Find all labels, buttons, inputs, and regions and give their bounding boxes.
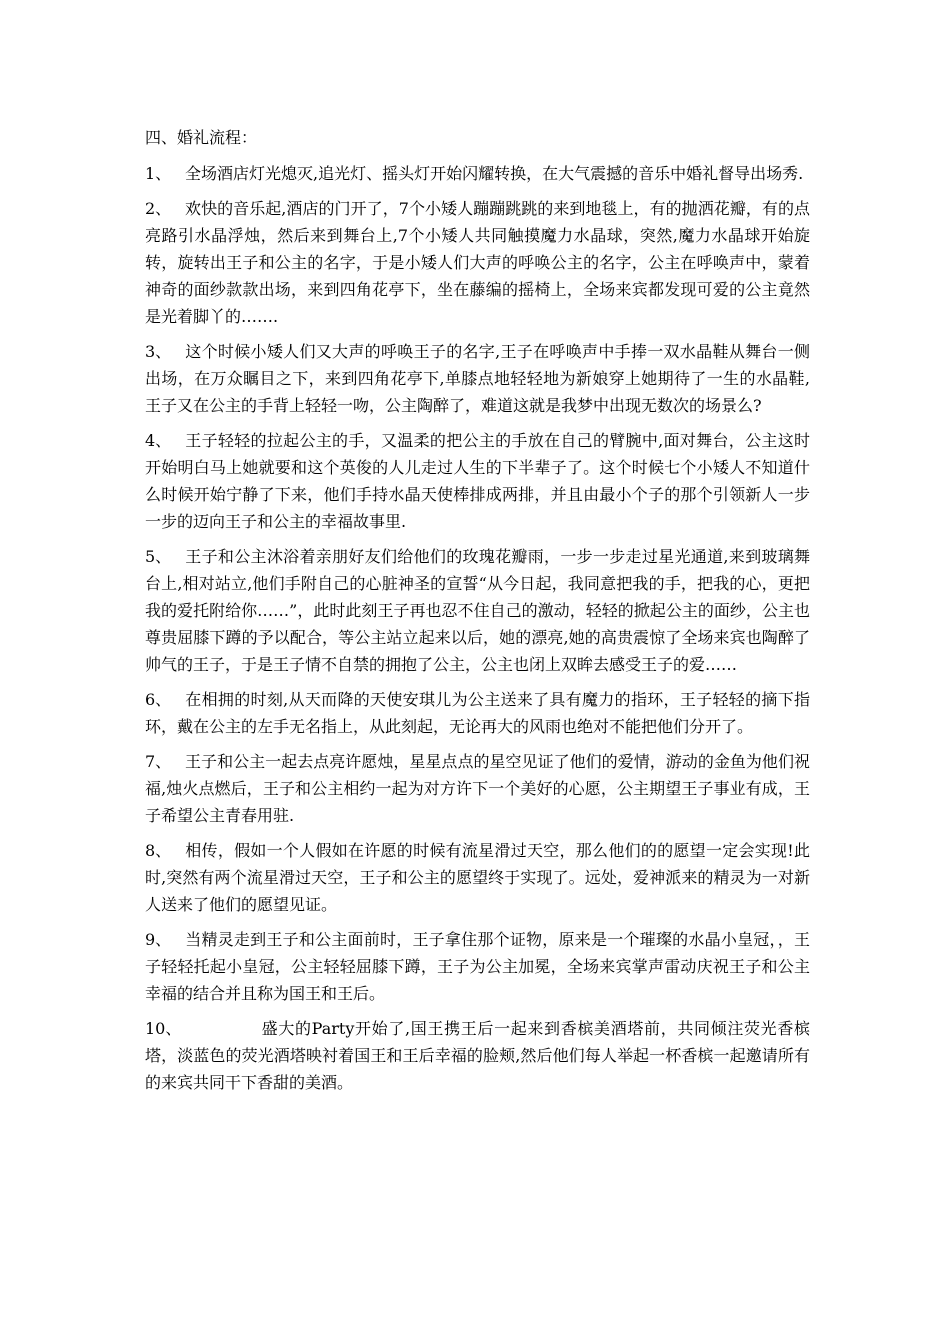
item-text: 全场酒店灯光熄灭,追光灯、摇头灯开始闪耀转换，在大气震撼的音乐中婚礼督导出场秀. xyxy=(185,164,804,183)
item-text: 当精灵走到王子和公主面前时，王子拿住那个证物，原来是一个璀璨的水晶小皇冠，，王子轻轻托起小皇冠，公主轻轻屈膝下蹲，王子为公主加冕，全场来宾掌声雷动庆祝王子和公主幸福的结合并且称为国王和王后。 xyxy=(145,930,810,1003)
item-text: 盛大的Party开始了,国王携王后一起来到香槟美酒塔前，共同倾注荧光香槟塔，淡蓝色的荧光酒塔映衬着国王和王后幸福的脸颊,然后他们每人举起一杯香槟一起邀请所有的来宾共同干下香甜的美酒。 xyxy=(145,1019,810,1092)
item-number: 5、 xyxy=(145,547,172,566)
list-item xyxy=(145,427,810,535)
item-number: 4、 xyxy=(145,431,172,450)
list-item xyxy=(145,926,810,1007)
item-number: 3、 xyxy=(145,342,172,361)
item-text: 相传，假如一个人假如在许愿的时候有流星滑过天空，那么他们的的愿望一定会实现!此时,突然有两个流星滑过天空，王子和公主的愿望终于实现了。远处，爱神派来的精灵为一对新人送来了他们的愿望见证。 xyxy=(145,841,810,914)
item-number: 1、 xyxy=(145,164,172,183)
list-item xyxy=(145,1015,810,1096)
item-number: 9、 xyxy=(145,930,172,949)
item-text: 在相拥的时刻,从天而降的天使安琪儿为公主送来了具有魔力的指环，王子轻轻的摘下指环，戴在公主的左手无名指上，从此刻起，无论再大的风雨也绝对不能把他们分开了。 xyxy=(145,690,810,736)
item-text: 王子轻轻的拉起公主的手，又温柔的把公主的手放在自己的臂腕中,面对舞台，公主这时开始明白马上她就要和这个英俊的人儿走过人生的下半辈子了。这个时候七个小矮人不知道什么时候开始宁静了下来，他们手持水晶天使棒排成两排，并且由最小个子的那个引领新人一步一步的迈向王子和公主的幸福故事里. xyxy=(145,431,810,531)
section-title: 四、婚礼流程： xyxy=(145,128,258,147)
item-text: 王子和公主一起去点亮许愿烛，星星点点的星空见证了他们的爱情，游动的金鱼为他们祝福,烛火点燃后，王子和公主相约一起为对方许下一个美好的心愿，公主期望王子事业有成，王子希望公主青春用驻. xyxy=(145,752,810,825)
list-item xyxy=(145,686,810,740)
list-item xyxy=(145,543,810,678)
list-item xyxy=(145,748,810,829)
item-number: 8、 xyxy=(145,841,172,860)
item-text: 这个时候小矮人们又大声的呼唤王子的名字,王子在呼唤声中手捧一双水晶鞋从舞台一侧出场，在万众瞩目之下，来到四角花亭下,单膝点地轻轻地为新娘穿上她期待了一生的水晶鞋,王子又在公主的手背上轻轻一吻，公主陶醉了，难道这就是我梦中出现无数次的场景么? xyxy=(145,342,810,415)
list-item xyxy=(145,160,810,187)
item-number: 10、 xyxy=(145,1019,182,1038)
document-page xyxy=(145,124,810,1104)
item-text: 欢快的音乐起,酒店的门开了，7个小矮人蹦蹦跳跳的来到地毯上，有的抛洒花瓣，有的点亮路引水晶浮烛，然后来到舞台上,7个小矮人共同触摸魔力水晶球，突然,魔力水晶球开始旋转，旋转出王子和公主的名字，于是小矮人们大声的呼唤公主的名字，公主在呼唤声中，蒙着神奇的面纱款款出场，来到四角花亭下，坐在藤编的摇椅上，全场来宾都发现可爱的公主竟然是光着脚丫的……. xyxy=(145,199,810,326)
list-item xyxy=(145,338,810,419)
item-number: 7、 xyxy=(145,752,172,771)
item-text: 王子和公主沐浴着亲朋好友们给他们的玫瑰花瓣雨，一步一步走过星光通道,来到玻璃舞台上,相对站立,他们手附自己的心脏神圣的宣誓“从今日起，我同意把我的手，把我的心，更把我的爱托附给你……”，此时此刻王子再也忍不住自己的激动，轻轻的掀起公主的面纱，公主也尊贵屈膝下蹲的予以配合，等公主站立起来以后，她的漂亮,她的高贵震惊了全场来宾也陶醉了帅气的王子，于是王子情不自禁的拥抱了公主，公主也闭上双眸去感受王子的爱…… xyxy=(145,547,810,674)
list-item xyxy=(145,837,810,918)
list-item xyxy=(145,195,810,330)
item-number: 2、 xyxy=(145,199,172,218)
item-number: 6、 xyxy=(145,690,172,709)
